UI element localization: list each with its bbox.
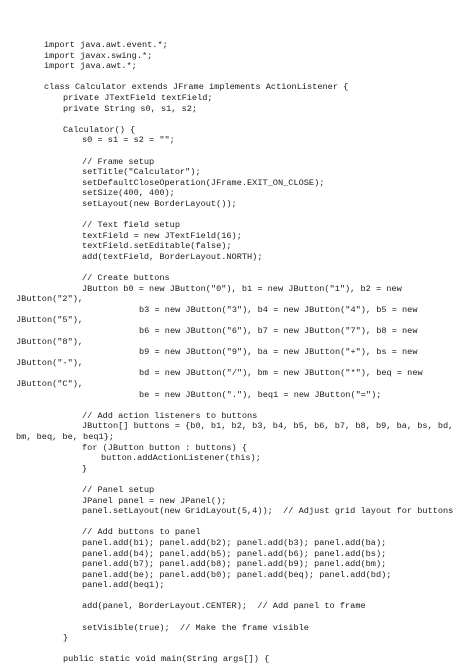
code-line: b9 = new JButton("9"), ba = new JButton("+"), bs = new	[139, 347, 418, 358]
code-line: // Frame setup	[82, 156, 155, 167]
blank-line	[0, 644, 474, 655]
code-line: // Add buttons to panel	[82, 527, 201, 538]
blank-line	[0, 146, 474, 157]
code-line: // Add action listeners to buttons	[82, 410, 258, 421]
code-line: panel.setLayout(new GridLayout(5,4)); // Adjust grid layout for buttons	[82, 506, 454, 517]
code-line: // Text field setup	[82, 220, 180, 231]
code-line: textField = new JTextField(16);	[82, 230, 242, 241]
code-line: be = new JButton("."), beq1 = new JButton("=");	[139, 389, 382, 400]
code-line: private JTextField textField;	[63, 92, 213, 103]
code-line: JPanel panel = new JPanel();	[82, 495, 227, 506]
code-line: import java.awt.*;	[44, 61, 137, 72]
blank-line	[0, 612, 474, 623]
code-line: b3 = new JButton("3"), b4 = new JButton("4"), b5 = new	[139, 304, 418, 315]
code-line: JButton[] buttons = {b0, b1, b2, b3, b4, b5, b6, b7, b8, b9, ba, bs, bd,	[82, 421, 454, 432]
code-line-continuation: JButton("2"),	[16, 294, 84, 305]
code-line: b6 = new JButton("6"), b7 = new JButton("7"), b8 = new	[139, 326, 418, 337]
code-listing	[0, 40, 474, 665]
blank-line	[0, 210, 474, 221]
code-line: Calculator() {	[63, 124, 136, 135]
code-line-continuation: JButton("C"),	[16, 379, 84, 389]
code-line: panel.add(b7); panel.add(b8); panel.add(b9); panel.add(bm);	[82, 559, 387, 570]
code-line: add(panel, BorderLayout.CENTER); // Add panel to frame	[82, 601, 366, 612]
code-line-continuation: JButton("-"),	[16, 357, 84, 368]
code-line: bd = new JButton("/"), bm = new JButton("*"), beq = new	[139, 368, 423, 379]
code-line: panel.add(be); panel.add(b0); panel.add(beq); panel.add(bd);	[82, 569, 392, 580]
blank-line	[0, 517, 474, 528]
code-line: setDefaultCloseOperation(JFrame.EXIT_ON_CLOSE);	[82, 177, 325, 188]
code-line: for (JButton button : buttons) {	[82, 442, 248, 453]
code-line: import javax.swing.*;	[44, 50, 153, 61]
blank-line	[0, 72, 474, 83]
code-line: public static void main(String args[]) {	[63, 654, 270, 665]
blank-line	[0, 591, 474, 602]
code-line: import java.awt.event.*;	[44, 40, 168, 50]
code-line: JButton b0 = new JButton("0"), b1 = new JButton("1"), b2 = new	[82, 283, 402, 294]
code-line: setVisible(true); // Make the frame visible	[82, 622, 309, 633]
code-line: private String s0, s1, s2;	[63, 103, 198, 114]
code-line: setSize(400, 400);	[82, 188, 175, 199]
code-line: button.addActionListener(this);	[101, 453, 261, 464]
blank-line	[0, 400, 474, 411]
code-line-continuation: JButton("5"),	[16, 315, 84, 326]
code-line: panel.add(b4); panel.add(b5); panel.add(b6); panel.add(bs);	[82, 548, 387, 559]
code-line: setTitle("Calculator");	[82, 167, 201, 178]
code-line-continuation: JButton("8"),	[16, 336, 84, 347]
blank-line	[0, 262, 474, 273]
code-line-continuation: bm, beq, be, beq1};	[16, 431, 114, 442]
code-line: textField.setEditable(false);	[82, 241, 232, 252]
code-line: setLayout(new BorderLayout());	[82, 198, 237, 209]
code-line: // Panel setup	[82, 484, 155, 495]
blank-line	[0, 474, 474, 485]
code-line: }	[63, 633, 69, 644]
code-line: s0 = s1 = s2 = "";	[82, 135, 175, 146]
blank-line	[0, 114, 474, 125]
code-line: class Calculator extends JFrame implements ActionListener {	[44, 82, 349, 93]
code-line: panel.add(beq1);	[82, 580, 165, 591]
code-line: // Create buttons	[82, 273, 170, 284]
code-line: add(textField, BorderLayout.NORTH);	[82, 251, 263, 262]
code-line: panel.add(b1); panel.add(b2); panel.add(b3); panel.add(ba);	[82, 537, 387, 548]
code-line: }	[82, 463, 88, 474]
